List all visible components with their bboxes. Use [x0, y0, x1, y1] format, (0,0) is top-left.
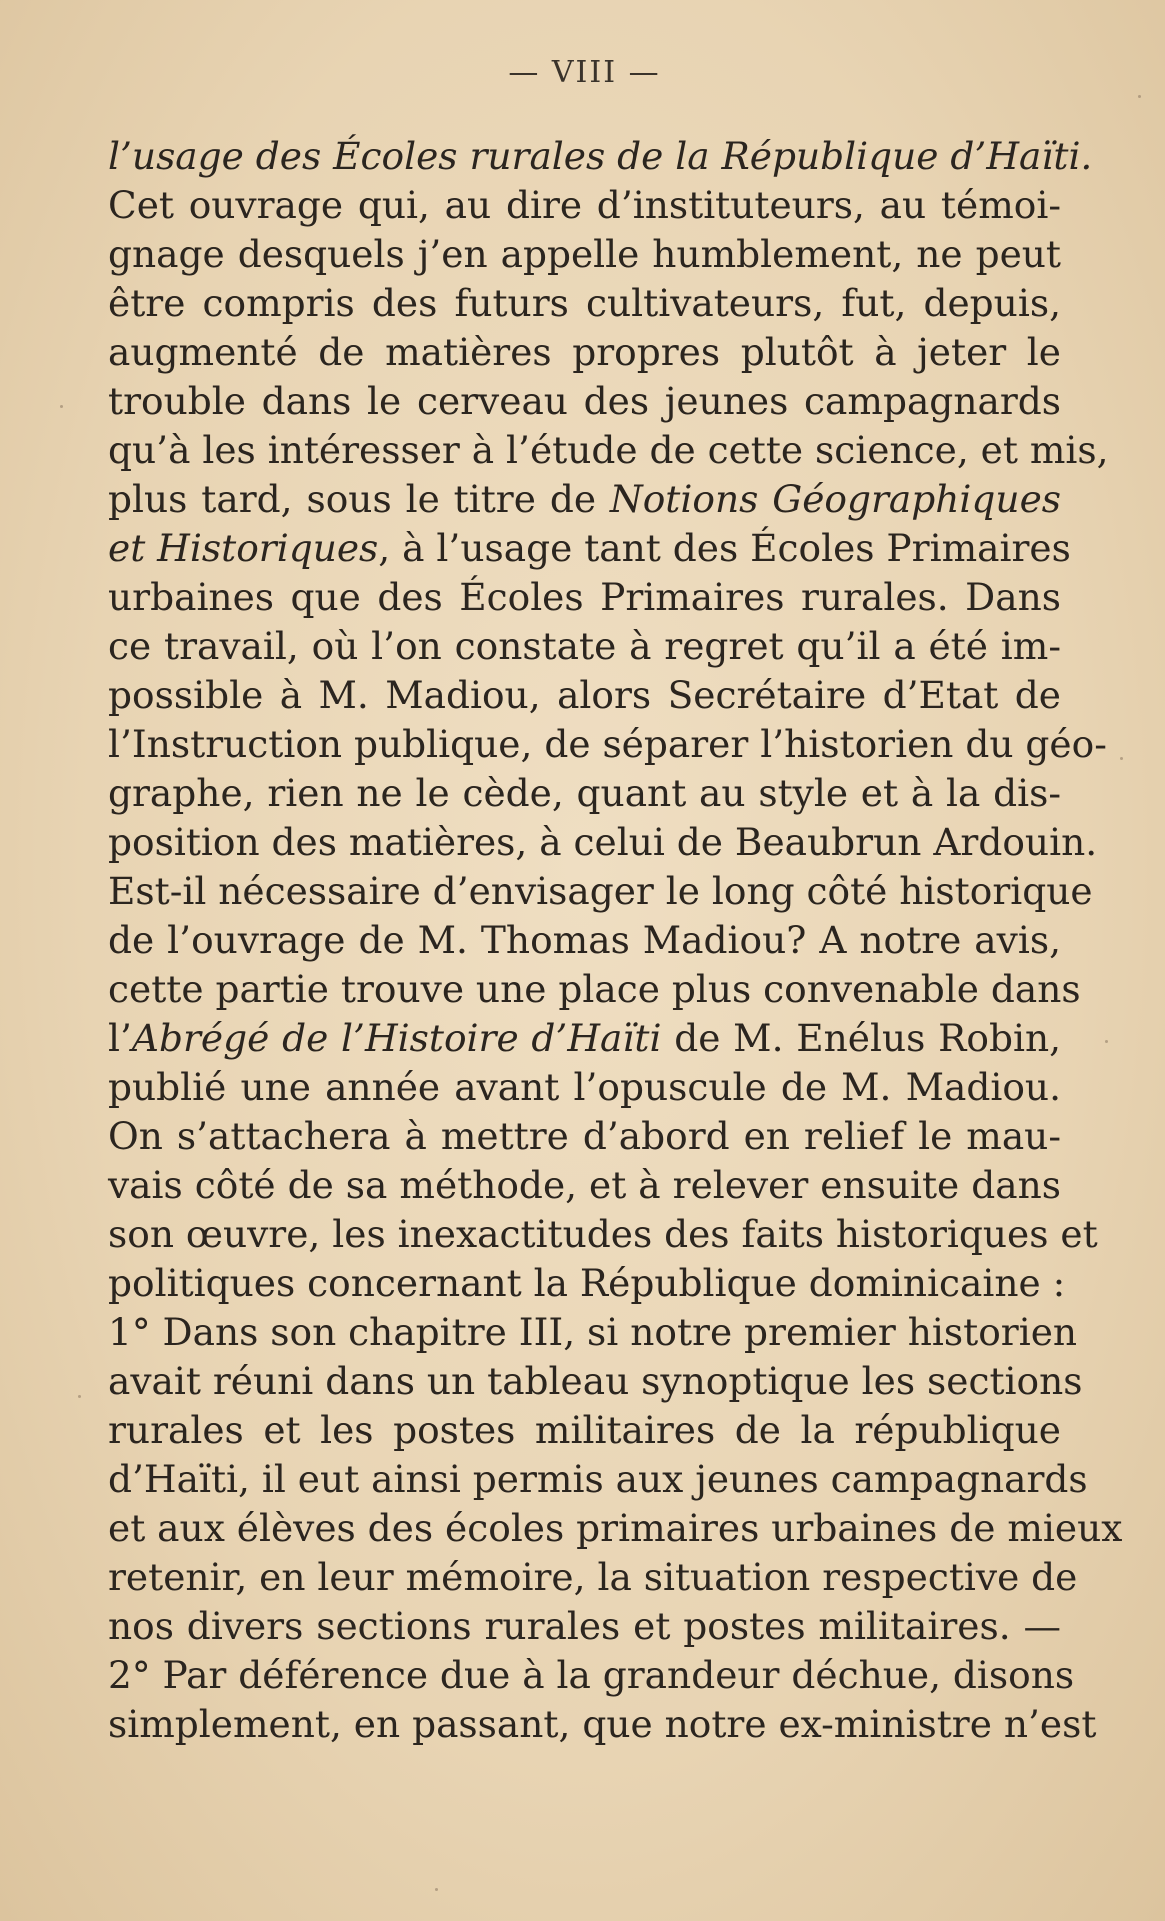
paper-speck — [1138, 95, 1141, 98]
body-text — [108, 132, 1123, 1749]
italic-segment: l’usage des Écoles rurales de la République d’Haïti. — [108, 134, 1093, 178]
text-line — [108, 1014, 1061, 1063]
italic-segment: Notions Géographiques — [609, 477, 1062, 521]
text-segment: avait réuni dans un tableau synoptique les sections — [108, 1359, 1083, 1403]
text-line — [108, 1259, 1066, 1308]
text-line — [108, 1210, 1098, 1259]
text-segment: qu’à les intéresser à l’étude de cette science, et mis, — [108, 428, 1109, 472]
paper-speck — [78, 1395, 81, 1398]
text-segment: 2° Par déférence due à la grandeur déchue, disons — [108, 1653, 1075, 1697]
text-line — [108, 1063, 1061, 1112]
text-line — [108, 524, 1071, 573]
italic-segment: et Historiques — [108, 526, 379, 570]
text-segment: vais côté de sa méthode, et à relever ensuite dans — [108, 1163, 1061, 1207]
text-line — [108, 1112, 1061, 1161]
text-segment: politiques concernant la République dominicaine : — [108, 1261, 1066, 1305]
paper-speck — [1120, 757, 1123, 760]
text-segment: l’Instruction publique, de séparer l’historien du géo- — [108, 722, 1107, 766]
text-line — [108, 475, 1061, 524]
text-segment: On s’attachera à mettre d’abord en relief le mau- — [108, 1114, 1061, 1158]
text-segment: , à l’usage tant des Écoles Primaires — [378, 526, 1071, 570]
text-segment: son œuvre, les inexactitudes des faits historiques et — [108, 1212, 1098, 1256]
text-segment: ce travail, où l’on constate à regret qu’il a été im- — [108, 624, 1061, 668]
text-line — [108, 132, 1093, 181]
text-line — [108, 1455, 1088, 1504]
text-line — [108, 671, 1061, 720]
text-line — [108, 1161, 1061, 1210]
page-number: — VIII — — [508, 55, 661, 90]
text-line — [108, 622, 1061, 671]
text-line — [108, 720, 1107, 769]
text-line — [108, 965, 1081, 1014]
text-line — [108, 426, 1109, 475]
text-line — [108, 1406, 1061, 1455]
text-line — [108, 1357, 1083, 1406]
text-line — [108, 1700, 1097, 1749]
text-line — [108, 916, 1061, 965]
text-segment: de M. Enélus Robin, — [661, 1016, 1062, 1060]
text-line — [108, 1553, 1078, 1602]
text-segment: position des matières, à celui de Beaubrun Ardouin. — [108, 820, 1098, 864]
text-line — [108, 818, 1098, 867]
text-line — [108, 377, 1061, 426]
text-line — [108, 279, 1061, 328]
text-segment: Cet ouvrage qui, au dire d’instituteurs, au témoi- — [108, 183, 1061, 227]
text-segment: publié une année avant l’opuscule de M. Madiou. — [108, 1065, 1061, 1109]
text-segment: augmenté de matières propres plutôt à jeter le — [108, 330, 1061, 374]
text-segment: rurales et les postes militaires de la république — [108, 1408, 1061, 1452]
text-segment: retenir, en leur mémoire, la situation respective de — [108, 1555, 1078, 1599]
text-segment: graphe, rien ne le cède, quant au style et à la dis- — [108, 771, 1061, 815]
text-line — [108, 769, 1061, 818]
paper-speck — [60, 405, 63, 408]
text-line — [108, 181, 1061, 230]
text-segment: gnage desquels j’en appelle humblement, ne peut — [108, 232, 1061, 276]
italic-segment: Abrégé de l’Histoire d’Haïti — [131, 1016, 662, 1060]
paper-speck — [435, 1888, 438, 1891]
text-segment: et aux élèves des écoles primaires urbaines de mieux — [108, 1506, 1123, 1550]
text-segment: d’Haïti, il eut ainsi permis aux jeunes campagnards — [108, 1457, 1088, 1501]
text-line — [108, 1308, 1078, 1357]
text-line — [108, 230, 1061, 279]
text-segment: simplement, en passant, que notre ex-ministre n’est — [108, 1702, 1097, 1746]
text-segment: possible à M. Madiou, alors Secrétaire d’Etat de — [108, 673, 1061, 717]
text-segment: Est-il nécessaire d’envisager le long côté historique — [108, 869, 1093, 913]
text-segment: cette partie trouve une place plus convenable dans — [108, 967, 1081, 1011]
text-segment: de l’ouvrage de M. Thomas Madiou? A notre avis, — [108, 918, 1061, 962]
text-segment: trouble dans le cerveau des jeunes campagnards — [108, 379, 1061, 423]
text-segment: l’ — [108, 1016, 132, 1060]
text-line — [108, 1504, 1123, 1553]
text-segment: 1° Dans son chapitre III, si notre premier historien — [108, 1310, 1078, 1354]
text-line — [108, 1602, 1061, 1651]
text-line — [108, 867, 1093, 916]
paper-speck — [1105, 1040, 1108, 1043]
text-line — [108, 1651, 1075, 1700]
text-segment: urbaines que des Écoles Primaires rurales. Dans — [108, 575, 1061, 619]
text-segment: nos divers sections rurales et postes militaires. — — [108, 1604, 1061, 1648]
text-segment: plus tard, sous le titre de — [108, 477, 610, 521]
text-segment: être compris des futurs cultivateurs, fut, depuis, — [108, 281, 1061, 325]
text-line — [108, 328, 1061, 377]
text-line — [108, 573, 1061, 622]
